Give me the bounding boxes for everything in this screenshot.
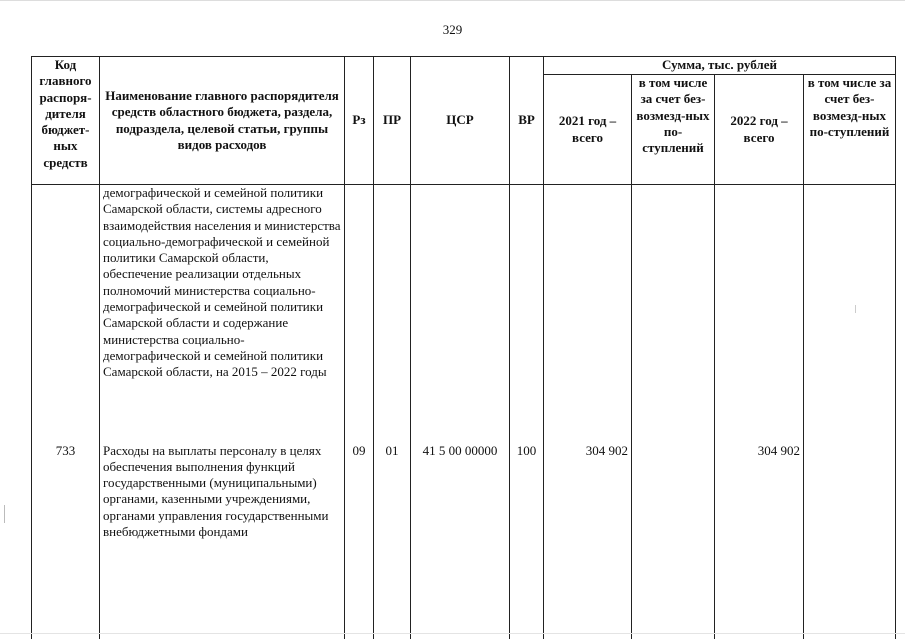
cell-vr	[510, 185, 544, 443]
cell-2022-total	[715, 185, 804, 443]
header-pr: ПР	[374, 57, 411, 185]
cell-2022-grants	[804, 185, 896, 443]
header-2021-grants: в том числе за счет без-возмезд-ных по-ступлений	[632, 75, 715, 185]
header-name: Наименование главного распорядителя средств областного бюджета, раздела, подраздела, целевой статьи, группы видов расходов	[100, 57, 345, 185]
budget-table	[31, 56, 896, 639]
cell-name: демографической и семейной политики Самарской области, системы адресного взаимодействия населения и министерства социально-демографической и семейной политики Самарской области, обеспечение реализации отдельных полномочий министерства социально-демографической и семейной политики Самарской области и содержание министерства социально-демографической и семейной политики Самарской области, на 2015 – 2022 годы	[100, 185, 345, 443]
cell-rz	[345, 185, 374, 443]
cell-2022-total: 304 902	[715, 443, 804, 639]
scan-edge-bottom	[0, 633, 905, 634]
header-rz: Рз	[345, 57, 374, 185]
cell-pr: 01	[374, 443, 411, 639]
cell-2021-total: 304 902	[544, 443, 632, 639]
cell-csr	[411, 185, 510, 443]
cell-2021-grants	[632, 185, 715, 443]
scan-edge-top	[0, 0, 905, 1]
header-vr: ВР	[510, 57, 544, 185]
scan-speck	[855, 305, 856, 313]
cell-vr: 100	[510, 443, 544, 639]
table-row	[32, 443, 896, 639]
header-2022-total: 2022 год – всего	[715, 75, 804, 185]
header-sum-group: Сумма, тыс. рублей	[544, 57, 896, 75]
cell-2021-total	[544, 185, 632, 443]
cell-csr: 41 5 00 00000	[411, 443, 510, 639]
cell-name: Расходы на выплаты персоналу в целях обеспечения выполнения функций государственными (муниципальными) органами, казенными учреждениями, органами управления государственными внебюджетными фондами	[100, 443, 345, 639]
cell-2021-grants	[632, 443, 715, 639]
header-2021-total: 2021 год – всего	[544, 75, 632, 185]
cell-rz: 09	[345, 443, 374, 639]
cell-code: 733	[32, 443, 100, 639]
table-row	[32, 185, 896, 443]
scan-speck	[4, 505, 5, 523]
header-code: Код главного распоря-дителя бюджет-ных средств	[32, 57, 100, 185]
cell-pr	[374, 185, 411, 443]
cell-code	[32, 185, 100, 443]
header-2022-grants: в том числе за счет без-возмезд-ных по-ступлений	[804, 75, 896, 185]
header-csr: ЦСР	[411, 57, 510, 185]
cell-2022-grants	[804, 443, 896, 639]
page-number: 329	[442, 22, 463, 37]
